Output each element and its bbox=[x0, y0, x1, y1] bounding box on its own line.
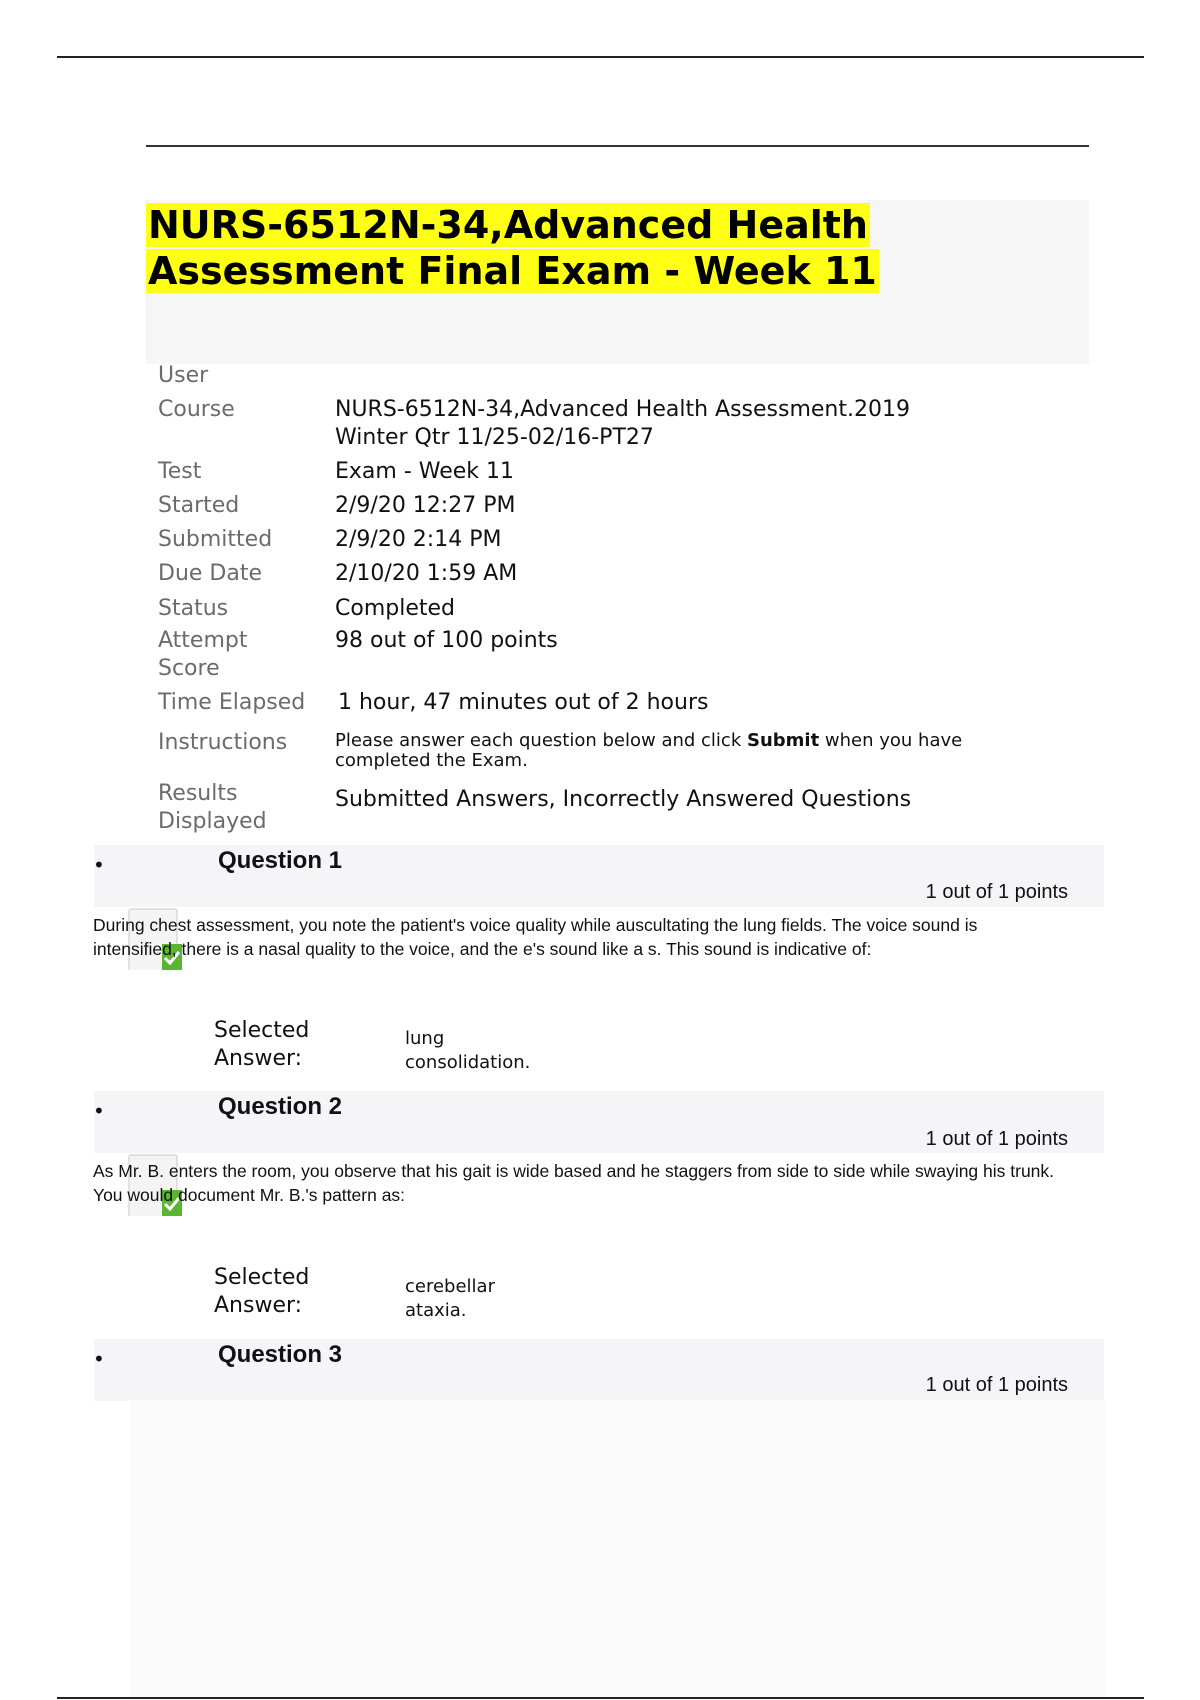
exam-title bbox=[146, 202, 879, 294]
instructions-text: Please answer each question below and click bbox=[335, 730, 747, 751]
exam-title-line-1: NURS-6512N-34,Advanced Health bbox=[148, 203, 868, 247]
page-bottom-rule bbox=[57, 1697, 1144, 1699]
label-line: Attempt bbox=[158, 628, 248, 653]
detail-value: 1 hour, 47 minutes out of 2 hours bbox=[338, 690, 709, 715]
question-1-points: 1 out of 1 points bbox=[925, 881, 1068, 903]
page-top-rule bbox=[57, 56, 1144, 58]
answer-line: lung bbox=[405, 1028, 445, 1049]
detail-value: Exam - Week 11 bbox=[335, 459, 515, 484]
label-line: Displayed bbox=[158, 809, 267, 834]
detail-label: Due Date bbox=[158, 561, 262, 586]
question-text-line: You would document Mr. B.'s pattern as: bbox=[93, 1185, 406, 1205]
detail-value bbox=[335, 731, 1055, 771]
bullet: • bbox=[93, 1347, 105, 1371]
label-line: Answer: bbox=[214, 1293, 303, 1318]
answer-line: consolidation. bbox=[405, 1052, 531, 1073]
detail-label: Instructions bbox=[158, 730, 288, 755]
detail-label: Time Elapsed bbox=[158, 690, 306, 715]
instructions-submit-word: Submit bbox=[746, 730, 820, 751]
course-line-1: NURS-6512N-34,Advanced Health Assessment.2019 bbox=[335, 397, 910, 422]
question-text-line: intensified, there is a nasal quality to the voice, and the e's sound like a s. This sound is indicative of: bbox=[93, 939, 872, 959]
detail-value: 98 out of 100 points bbox=[335, 628, 558, 653]
detail-label: User bbox=[158, 363, 209, 388]
label-line: Selected bbox=[214, 1018, 310, 1043]
question-1-text bbox=[93, 913, 1113, 961]
course-line-2: Winter Qtr 11/25-02/16-PT27 bbox=[335, 425, 654, 450]
exam-title-line-2: Assessment Final Exam - Week 11 bbox=[148, 249, 877, 293]
question-2-points: 1 out of 1 points bbox=[925, 1128, 1068, 1150]
question-1-title: Question 1 bbox=[218, 847, 343, 874]
detail-value: Submitted Answers, Incorrectly Answered Questions bbox=[335, 787, 912, 812]
detail-value: 2/9/20 2:14 PM bbox=[335, 527, 502, 552]
question-2-title: Question 2 bbox=[218, 1093, 343, 1120]
question-text-line: As Mr. B. enters the room, you observe that his gait is wide based and he staggers from side to side while swaying his trunk. bbox=[93, 1161, 1055, 1181]
detail-value bbox=[335, 396, 1085, 452]
question-2-text bbox=[93, 1159, 1113, 1207]
answer-line: cerebellar bbox=[405, 1276, 495, 1297]
detail-label bbox=[158, 780, 328, 836]
detail-label: Submitted bbox=[158, 527, 273, 552]
label-line: Answer: bbox=[214, 1046, 303, 1071]
question-text-line: During chest assessment, you note the patient's voice quality while auscultating the lung fields. The voice sound is bbox=[93, 915, 978, 935]
question-3-points: 1 out of 1 points bbox=[925, 1374, 1068, 1396]
question-3-title: Question 3 bbox=[218, 1341, 343, 1368]
bullet: • bbox=[93, 1099, 105, 1123]
selected-answer-value bbox=[405, 1027, 605, 1075]
selected-answer-label bbox=[214, 1017, 364, 1073]
answer-line: ataxia. bbox=[405, 1300, 467, 1321]
detail-value: 2/10/20 1:59 AM bbox=[335, 561, 518, 586]
header-rule bbox=[146, 145, 1089, 147]
detail-label: Course bbox=[158, 397, 235, 422]
detail-value: 2/9/20 12:27 PM bbox=[335, 493, 516, 518]
detail-label: Status bbox=[158, 596, 229, 621]
selected-answer-value bbox=[405, 1275, 605, 1323]
label-line: Score bbox=[158, 656, 220, 681]
detail-label: Started bbox=[158, 493, 240, 518]
label-line: Results bbox=[158, 781, 238, 806]
label-line: Selected bbox=[214, 1265, 310, 1290]
detail-label bbox=[158, 627, 328, 683]
selected-answer-label bbox=[214, 1264, 364, 1320]
question-3-body bbox=[130, 1400, 1105, 1697]
detail-label: Test bbox=[158, 459, 202, 484]
bullet: • bbox=[93, 853, 105, 877]
instructions-text: when you have completed the Exam. bbox=[335, 730, 963, 771]
detail-value: Completed bbox=[335, 596, 455, 621]
